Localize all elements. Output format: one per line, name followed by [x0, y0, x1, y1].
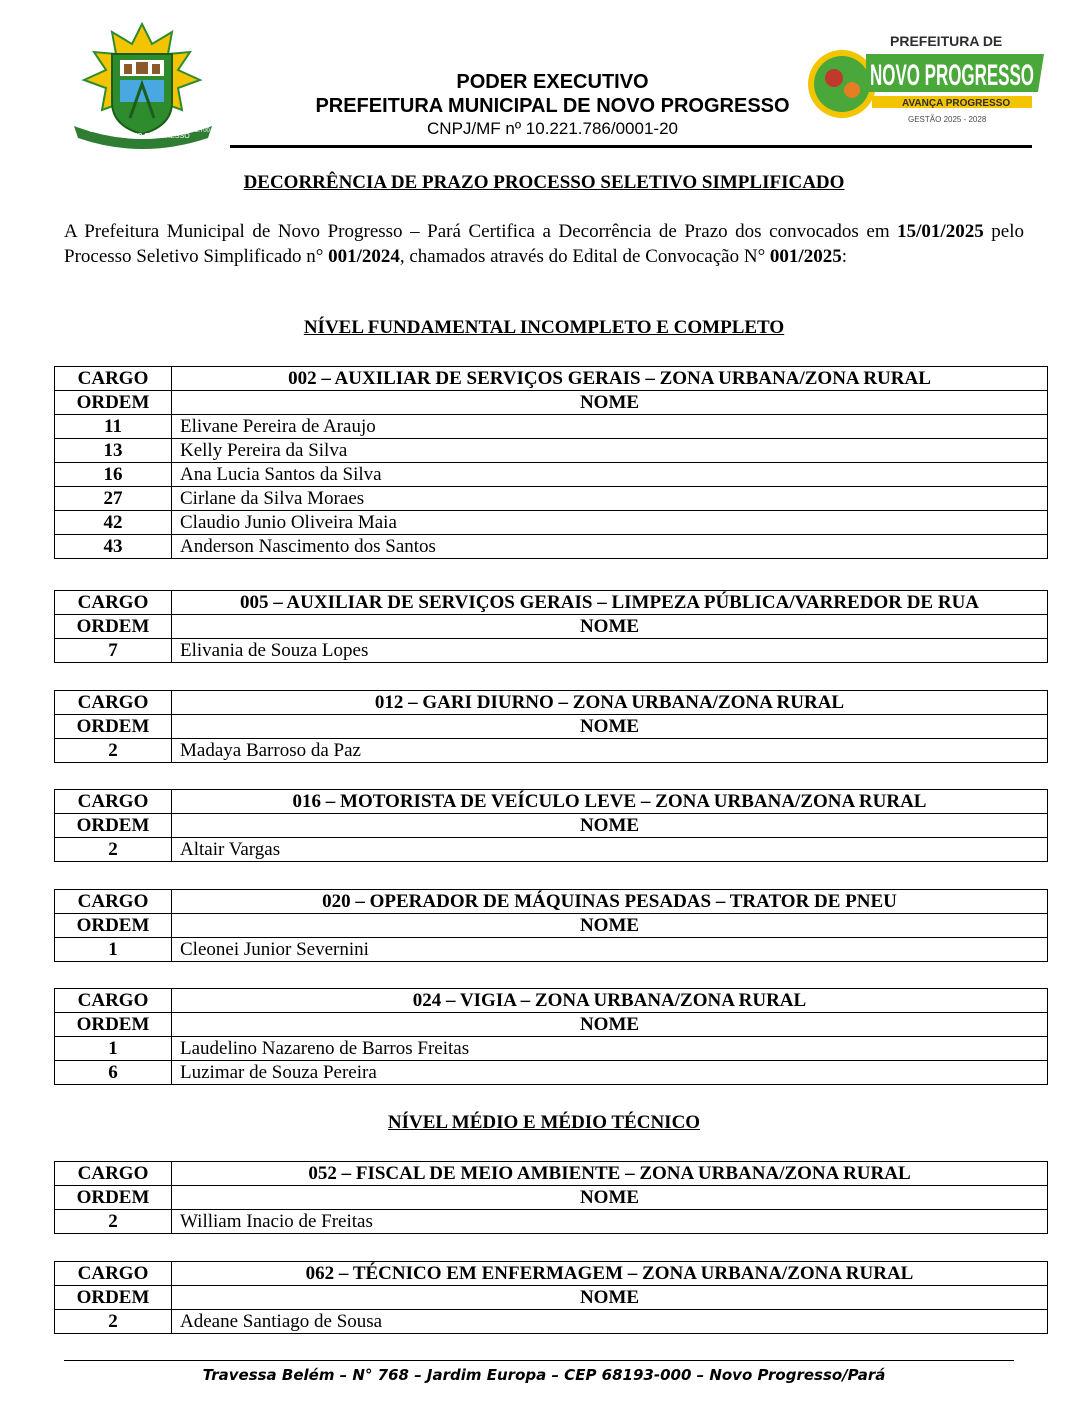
ordem-label: ORDEM — [55, 814, 172, 838]
intro-edital-number: 001/2025 — [769, 245, 842, 267]
cargo-row — [55, 890, 1048, 914]
nome-label: NOME — [172, 1186, 1048, 1210]
nome-cell: Laudelino Nazareno de Barros Freitas — [172, 1037, 1048, 1061]
cargo-title: 062 – TÉCNICO EM ENFERMAGEM – ZONA URBANA/ZONA RURAL — [172, 1262, 1048, 1286]
nome-label: NOME — [172, 914, 1048, 938]
ordem-label: ORDEM — [55, 1013, 172, 1037]
nome-cell: Claudio Junio Oliveira Maia — [172, 511, 1048, 535]
ordem-cell: 6 — [55, 1061, 172, 1085]
cargo-table — [54, 889, 1048, 962]
column-header-row — [55, 1186, 1048, 1210]
table-row — [55, 439, 1048, 463]
cargo-row — [55, 790, 1048, 814]
ordem-label: ORDEM — [55, 1286, 172, 1310]
cargo-title: 020 – OPERADOR DE MÁQUINAS PESADAS – TRATOR DE PNEU — [172, 890, 1048, 914]
intro-process-number: 001/2024 — [328, 245, 400, 267]
nome-cell: Madaya Barroso da Paz — [172, 739, 1048, 763]
table-row — [55, 487, 1048, 511]
ordem-label: ORDEM — [55, 914, 172, 938]
cargo-title: 005 – AUXILIAR DE SERVIÇOS GERAIS – LIMPEZA PÚBLICA/VARREDOR DE RUA — [172, 591, 1048, 615]
column-header-row — [55, 814, 1048, 838]
cargo-label: CARGO — [55, 1162, 172, 1186]
column-header-row — [55, 615, 1048, 639]
table-row — [55, 1037, 1048, 1061]
novo-progresso-brand-logo — [806, 30, 1046, 130]
cargo-label: CARGO — [55, 691, 172, 715]
header-cnpj: CNPJ/MF nº 10.221.786/0001-20 — [427, 119, 678, 138]
column-header-row — [55, 715, 1048, 739]
ordem-cell: 27 — [55, 487, 172, 511]
cargo-row — [55, 591, 1048, 615]
cargo-table — [54, 590, 1048, 663]
brand-period-text: GESTÃO 2025 - 2028 — [908, 115, 987, 124]
cargo-table — [54, 366, 1048, 559]
cargo-row — [55, 691, 1048, 715]
nome-cell: Kelly Pereira da Silva — [172, 439, 1048, 463]
document-title: DECORRÊNCIA DE PRAZO PROCESSO SELETIVO SIMPLIFICADO — [243, 172, 845, 193]
ordem-cell: 11 — [55, 415, 172, 439]
ordem-label: ORDEM — [55, 1186, 172, 1210]
nome-label: NOME — [172, 1013, 1048, 1037]
cargo-table — [54, 690, 1048, 763]
nome-cell: Elivania de Souza Lopes — [172, 639, 1048, 663]
table-row — [55, 511, 1048, 535]
nome-cell: Ana Lucia Santos da Silva — [172, 463, 1048, 487]
ordem-cell: 13 — [55, 439, 172, 463]
crest-law-text: LEI Nº 5.700 — [176, 128, 210, 134]
ordem-cell: 2 — [55, 1310, 172, 1334]
cargo-title: 016 – MOTORISTA DE VEÍCULO LEVE – ZONA URBANA/ZONA RURAL — [172, 790, 1048, 814]
cargo-table — [54, 1261, 1048, 1334]
column-header-row — [55, 1286, 1048, 1310]
intro-date: 15/01/2025 — [897, 221, 984, 242]
intro-text-2: pelo Processo Seletivo Simplificado n° — [64, 221, 1024, 267]
ordem-cell: 42 — [55, 511, 172, 535]
ordem-label: ORDEM — [55, 391, 172, 415]
nome-cell: Adeane Santiago de Sousa — [172, 1310, 1048, 1334]
crest-date-text: 28.12.1991 — [90, 127, 126, 134]
table-row — [55, 415, 1048, 439]
ordem-cell: 2 — [55, 739, 172, 763]
document-header — [0, 0, 1088, 150]
cargo-title: 002 – AUXILIAR DE SERVIÇOS GERAIS – ZONA URBANA/ZONA RURAL — [172, 367, 1048, 391]
cargo-row — [55, 1162, 1048, 1186]
intro-text-4: : — [841, 245, 847, 267]
nome-cell: Luzimar de Souza Pereira — [172, 1061, 1048, 1085]
header-line-2: PREFEITURA MUNICIPAL DE NOVO PROGRESSO — [315, 95, 790, 117]
cargo-label: CARGO — [55, 989, 172, 1013]
cargo-label: CARGO — [55, 367, 172, 391]
cargo-label: CARGO — [55, 890, 172, 914]
ordem-cell: 16 — [55, 463, 172, 487]
column-header-row — [55, 1013, 1048, 1037]
nome-label: NOME — [172, 715, 1048, 739]
footer-address: Travessa Belém – N° 768 – Jardim Europa – CEP 68193-000 – Novo Progresso/Pará — [202, 1366, 886, 1384]
cargo-label: CARGO — [55, 1262, 172, 1286]
cargo-row — [55, 367, 1048, 391]
ordem-cell: 1 — [55, 938, 172, 962]
nome-label: NOME — [172, 391, 1048, 415]
table-row — [55, 463, 1048, 487]
cargo-title: 012 – GARI DIURNO – ZONA URBANA/ZONA RURAL — [172, 691, 1048, 715]
table-row — [55, 838, 1048, 862]
intro-text-1: A Prefeitura Municipal de Novo Progresso – Pará Certifica a Decorrência de Prazo dos convocados em — [64, 221, 898, 242]
table-row — [55, 639, 1048, 663]
nome-cell: William Inacio de Freitas — [172, 1210, 1048, 1234]
cargo-title: 052 – FISCAL DE MEIO AMBIENTE – ZONA URBANA/ZONA RURAL — [172, 1162, 1048, 1186]
table-row — [55, 938, 1048, 962]
table-row — [55, 1061, 1048, 1085]
brand-main-text: NOVO PROGRESSO — [870, 59, 1034, 92]
ordem-cell: 2 — [55, 1210, 172, 1234]
cargo-row — [55, 1262, 1048, 1286]
header-line-1: PODER EXECUTIVO — [456, 71, 649, 93]
header-rule — [230, 145, 1032, 148]
brand-top-text: PREFEITURA DE — [890, 33, 1003, 49]
table-row — [55, 1210, 1048, 1234]
nome-cell: Anderson Nascimento dos Santos — [172, 535, 1048, 559]
ordem-cell: 1 — [55, 1037, 172, 1061]
column-header-row — [55, 391, 1048, 415]
ordem-cell: 2 — [55, 838, 172, 862]
nome-cell: Altair Vargas — [172, 838, 1048, 862]
crest-ribbon-text: NOVO PROGRESSO — [122, 133, 190, 140]
cargo-table — [54, 789, 1048, 862]
municipal-crest-logo — [60, 22, 225, 150]
nome-cell: Cleonei Junior Severnini — [172, 938, 1048, 962]
nome-cell: Cirlane da Silva Moraes — [172, 487, 1048, 511]
nome-label: NOME — [172, 615, 1048, 639]
table-row — [55, 1310, 1048, 1334]
cargo-row — [55, 989, 1048, 1013]
nome-label: NOME — [172, 814, 1048, 838]
cargo-label: CARGO — [55, 790, 172, 814]
ordem-label: ORDEM — [55, 715, 172, 739]
cargo-table — [54, 988, 1048, 1085]
nome-label: NOME — [172, 1286, 1048, 1310]
ordem-label: ORDEM — [55, 615, 172, 639]
header-text-block — [230, 70, 875, 140]
column-header-row — [55, 914, 1048, 938]
cargo-label: CARGO — [55, 591, 172, 615]
footer-rule — [64, 1360, 1014, 1361]
cargo-title: 024 – VIGIA – ZONA URBANA/ZONA RURAL — [172, 989, 1048, 1013]
ordem-cell: 43 — [55, 535, 172, 559]
intro-paragraph — [64, 220, 1024, 269]
cargo-table — [54, 1161, 1048, 1234]
ordem-cell: 7 — [55, 639, 172, 663]
nome-cell: Elivane Pereira de Araujo — [172, 415, 1048, 439]
intro-text-3: , chamados através do Edital de Convocação N° — [399, 245, 770, 267]
section-title-fundamental: NÍVEL FUNDAMENTAL INCOMPLETO E COMPLETO — [303, 317, 785, 338]
table-row — [55, 535, 1048, 559]
brand-slogan-text: AVANÇA PROGRESSO — [902, 98, 1011, 109]
section-title-medio: NÍVEL MÉDIO E MÉDIO TÉCNICO — [387, 1112, 701, 1133]
table-row — [55, 739, 1048, 763]
